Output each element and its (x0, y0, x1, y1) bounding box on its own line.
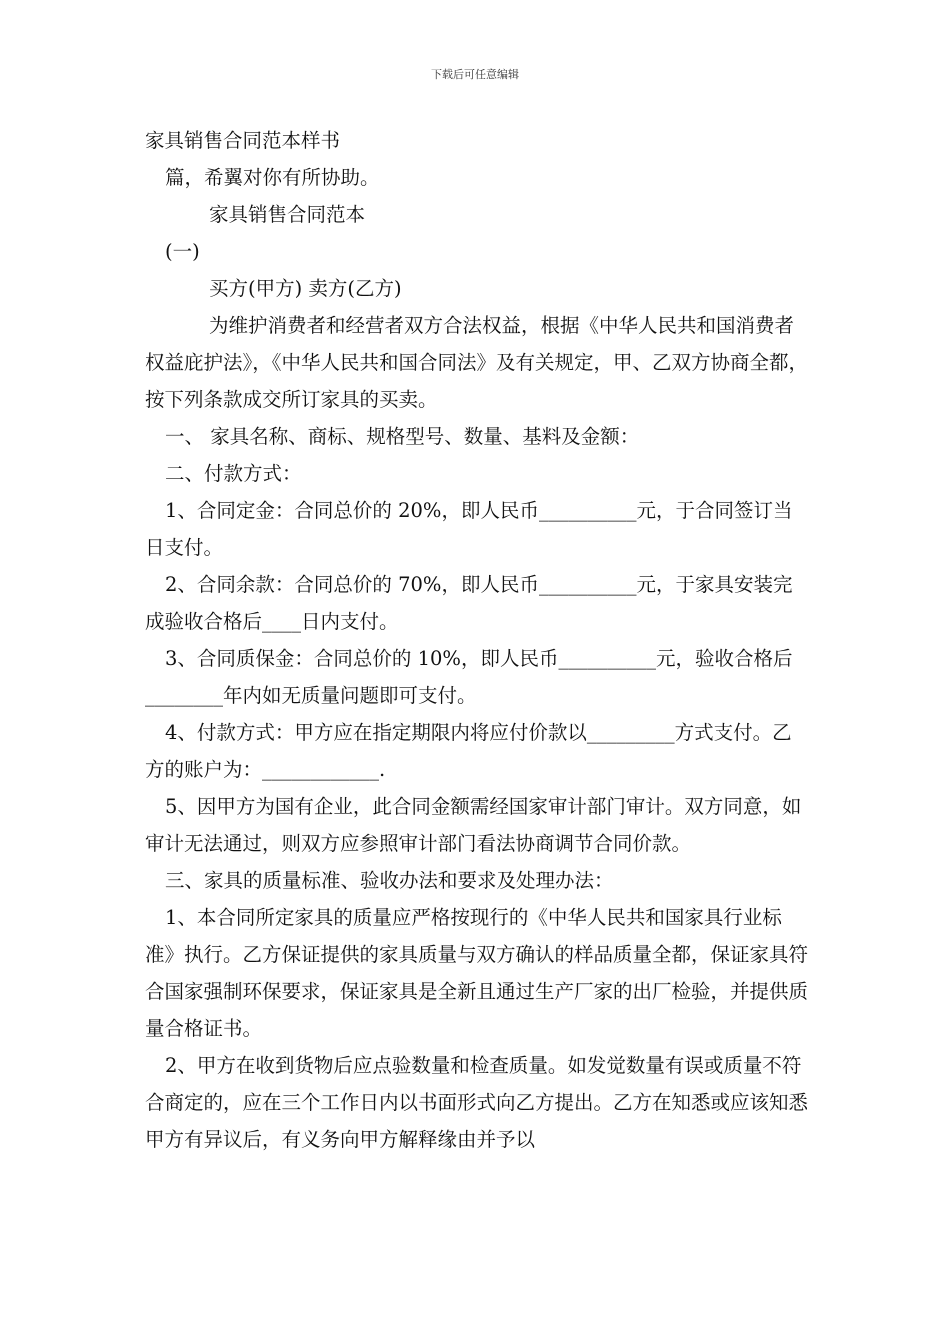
clause-2-2: 2、合同余款：合同总价的 70%，即人民币__________元，于家具安装完成验收合格后____日内支付。 (145, 573, 793, 633)
preamble-paragraph: 为维护消费者和经营者双方合法权益，根据《中华人民共和国消费者权益庇护法》，《中华人民共和国合同法》及有关规定，甲、乙双方协商全都，按下列条款成交所订家具的买卖。 (145, 314, 809, 411)
clause-2-5: 5、因甲方为国有企业，此合同金额需经国家审计部门审计。双方同意，如审计无法通过，则双方应参照审计部门看法协商调节合同价款。 (145, 795, 802, 855)
parties-line: 买方(甲方) 卖方(乙方) (209, 277, 402, 300)
clause-2-3: 3、合同质保金：合同总价的 10%，即人民币__________元，验收合格后________年内如无质量问题即可支付。 (145, 647, 793, 707)
section-1-heading: 一、 家具名称、商标、规格型号、数量、基料及金额： (165, 425, 640, 448)
clause-3-1: 1、本合同所定家具的质量应严格按现行的《中华人民共和国家具行业标准》执行。乙方保证提供的家具质量与双方确认的样品质量全都，保证家具符合国家强制环保要求，保证家具是全新且通过生产厂家的出厂检验，并提供质量合格证书。 (145, 906, 809, 1040)
document-body (145, 122, 810, 1158)
section-2-heading: 二、付款方式： (165, 462, 302, 485)
document-subtitle: 家具销售合同范本 (209, 203, 366, 226)
clause-2-4: 4、付款方式：甲方应在指定期限内将应付价款以_________方式支付。乙方的账户为：____________. (145, 721, 792, 781)
clause-3-2: 2、甲方在收到货物后应点验数量和检查质量。如发觉数量有误或质量不符合商定的，应在三个工作日内以书面形式向乙方提出。乙方在知悉或应该知悉甲方有异议后，有义务向甲方解释缘由并予以 (145, 1054, 809, 1151)
document-title: 家具销售合同范本样书 (145, 129, 341, 152)
page-header: 下载后可任意编辑 (431, 68, 519, 81)
section-3-heading: 三、家具的质量标准、验收办法和要求及处理办法： (165, 869, 614, 892)
intro-line: 篇，希翼对你有所协助。 (165, 166, 380, 189)
part-number: (一) (165, 240, 200, 263)
clause-2-1: 1、合同定金：合同总价的 20%，即人民币__________元，于合同签订当日支付。 (145, 499, 793, 559)
